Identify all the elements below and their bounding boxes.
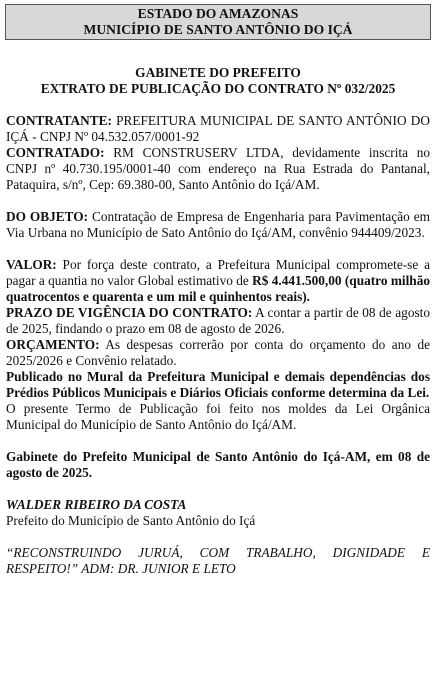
valor-amount: R$ 4.441.500,00 (quatro milhão quatrocentos e quarenta e um mil e quinhentos reais).	[6, 273, 430, 304]
publicado-text: Publicado no Mural da Prefeitura Municipal e demais dependências dos Prédios Públicos Municipais e Diários Oficiais conforme determina da Lei.	[6, 369, 430, 400]
signatory-name: WALDER RIBEIRO DA COSTA	[6, 497, 187, 512]
objeto-label: DO OBJETO:	[6, 209, 89, 224]
title-extract: EXTRATO DE PUBLICAÇÃO DO CONTRATO Nº 032/2025	[40, 80, 396, 96]
prazo-text: A contar a partir de 08 de agosto de 2025, findando o prazo em 08 de agosto de 2026.	[6, 305, 430, 336]
objeto-text: Contratação de Empresa de Engenharia para Pavimentação em Via Urbana no Município de Sato Antônio do Içá/AM, convênio 944409/2023.	[6, 209, 430, 240]
publicado-paragraph	[6, 369, 430, 401]
prazo-paragraph	[6, 305, 430, 337]
title-office: GABINETE DO PREFEITO	[135, 65, 301, 80]
spacer	[6, 481, 430, 497]
contratado-paragraph	[6, 145, 430, 193]
contratante-text: PREFEITURA MUNICIPAL DE SANTO ANTÔNIO DO IÇÁ - CNPJ Nº 04.532.057/0001-92	[6, 113, 430, 144]
contratante-label: CONTRATANTE:	[6, 113, 112, 128]
administration-motto: “RECONSTRUINDO JURUÁ, COM TRABALHO, DIGNIDADE E RESPEITO!” ADM: DR. JUNIOR E LETO	[6, 545, 430, 576]
contratante-paragraph	[6, 113, 430, 145]
signatory-title: Prefeito do Município de Santo Antônio do Içá	[6, 513, 256, 528]
document-header	[5, 4, 431, 40]
orcamento-label: ORÇAMENTO:	[6, 337, 100, 352]
spacer	[6, 529, 430, 545]
contratado-label: CONTRATADO:	[6, 145, 105, 160]
valor-text: Por força deste contrato, a Prefeitura Municipal compromete-se a pagar a quantia no valor Global estimativo de	[6, 257, 430, 288]
document-body	[6, 113, 430, 577]
prazo-label: PRAZO DE VIGÊNCIA DO CONTRATO:	[6, 305, 253, 320]
local-date-text: Gabinete do Prefeito Municipal de Santo Antônio do Içá-AM, em 08 de agosto de 2025.	[6, 449, 430, 480]
local-date-paragraph	[6, 449, 430, 481]
spacer	[6, 193, 430, 209]
valor-paragraph	[6, 257, 430, 305]
contratado-text: RM CONSTRUSERV LTDA, devidamente inscrita no CNPJ nº 40.730.195/0001-40 com endereço na Rua Estrada do Pantanal, Pataquira, s/nº, Cep: 69.380-00, Santo Antônio do Içá/AM.	[6, 145, 430, 192]
termo-paragraph: O presente Termo de Publicação foi feito nos moldes da Lei Orgânica Municipal do Município de Santo Antônio do Içá/AM.	[6, 401, 430, 432]
valor-label: VALOR:	[6, 257, 57, 272]
header-municipality: MUNICÍPIO DE SANTO ANTÔNIO DO IÇÁ	[83, 22, 353, 37]
spacer	[6, 433, 430, 449]
orcamento-paragraph	[6, 337, 430, 369]
orcamento-text: As despesas correrão por conta do orçamento do ano de 2025/2026 e Convênio relatado.	[6, 337, 430, 368]
header-state: ESTADO DO AMAZONAS	[137, 6, 299, 21]
objeto-paragraph	[6, 209, 430, 241]
spacer	[6, 241, 430, 257]
document-title	[6, 65, 430, 96]
